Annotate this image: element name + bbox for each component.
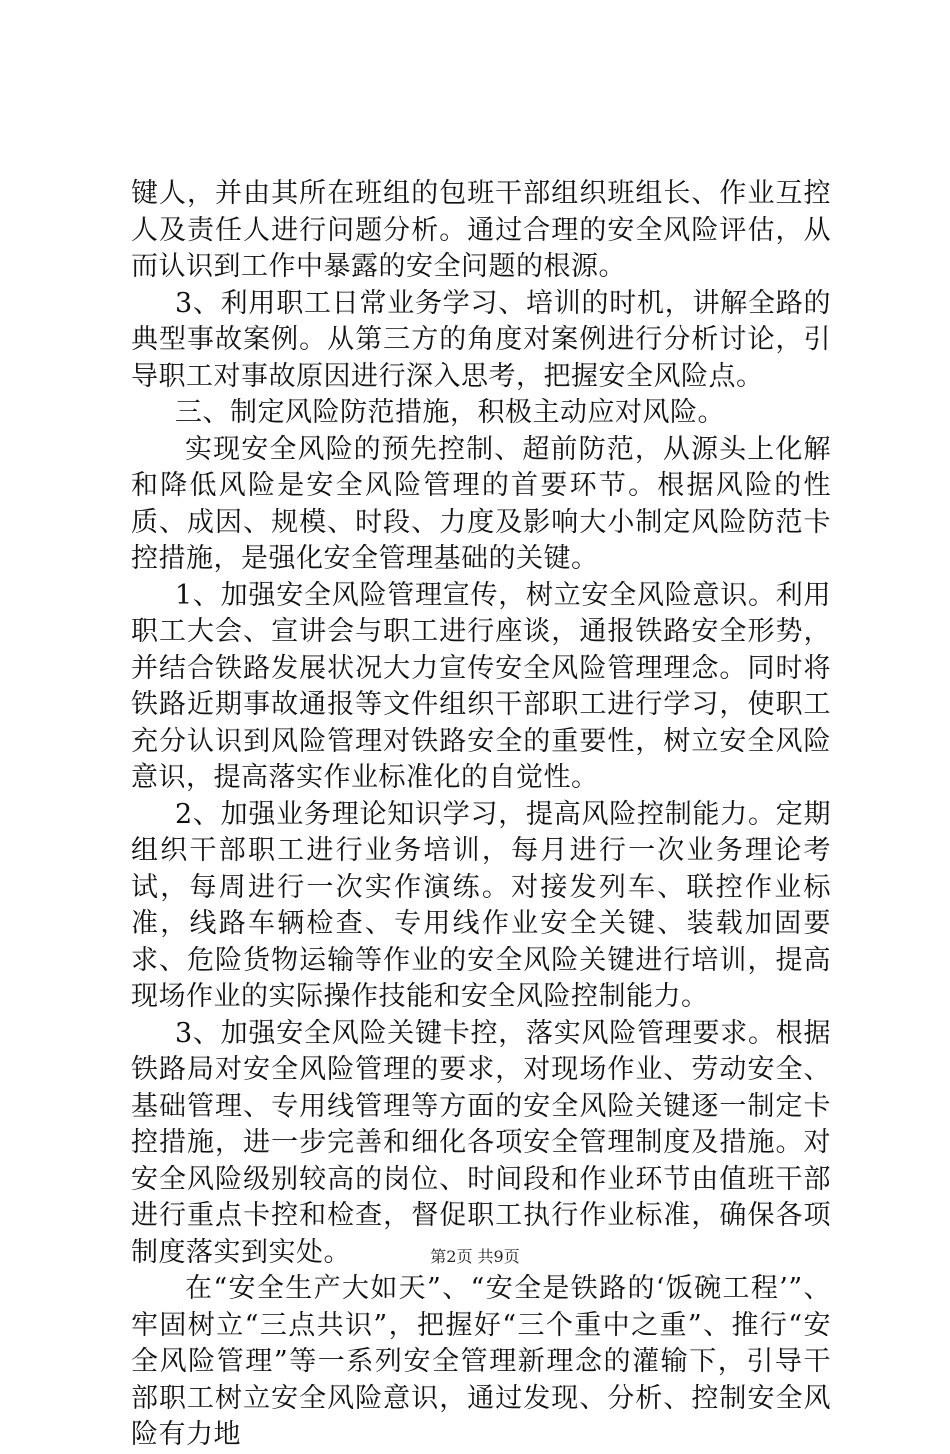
section-heading-3: 三、制定风险防范措施，积极主动应对风险。	[175, 397, 725, 428]
paragraph-conclusion: 在“安全生产大如天”、“安全是铁路的‘饭碗工程’”、牢固树立“三点共识”，把握好“三个重中之重”、推行“安全风险管理”等一系列安全管理新理念的灌输下，引导干部职工树立安全风险意识，通过发现、分析、控制安全风险有力地	[131, 1273, 831, 1450]
paragraph-section-intro: 实现安全风险的预先控制、超前防范，从源头上化解和降低风险是安全风险管理的首要环节。根据风险的性质、成因、规模、时段、力度及影响大小制定风险防范卡控措施，是强化安全管理基础的关键。	[131, 433, 831, 574]
paragraph-item-3-control: 3、加强安全风险关键卡控，落实风险管理要求。根据铁路局对安全风险管理的要求，对现场作业、劳动安全、基础管理、专用线管理等方面的安全风险关键逐一制定卡控措施，进一步完善和细化各项安全管理制度及措施。对安全风险级别较高的岗位、时间段和作业环节由值班干部进行重点卡控和检查，督促职工执行作业标准，确保各项制度落实到实处。	[131, 1017, 831, 1268]
paragraph-item-1-publicity: 1、加强安全风险管理宣传，树立安全风险意识。利用职工大会、宣讲会与职工进行座谈，通报铁路安全形势，并结合铁路发展状况大力宣传安全风险管理理念。同时将铁路近期事故通报等文件组织干部职工进行学习，使职工充分认识到风险管理对铁路安全的重要性，树立安全风险意识，提高落实作业标准化的自觉性。	[131, 579, 831, 793]
page-number-footer: 第2页 共9页	[430, 1247, 520, 1266]
paragraph-continuation: 键人，并由其所在班组的包班干部组织班组长、作业互控人及责任人进行问题分析。通过合理的安全风险评估，从而认识到工作中暴露的安全问题的根源。	[131, 178, 831, 282]
paragraph-item-3-case-study: 3、利用职工日常业务学习、培训的时机，讲解全路的典型事故案例。从第三方的角度对案例进行分析讨论，引导职工对事故原因进行深入思考，把握安全风险点。	[131, 287, 831, 392]
paragraph-item-2-training: 2、加强业务理论知识学习，提高风险控制能力。定期组织干部职工进行业务培训，每月进行一次业务理论考试，每周进行一次实作演练。对接发列车、联控作业标准，线路车辆检查、专用线作业安全关键、装载加固要求、危险货物运输等作业的安全风险关键进行培训，提高现场作业的实际操作技能和安全风险控制能力。	[131, 798, 831, 1012]
